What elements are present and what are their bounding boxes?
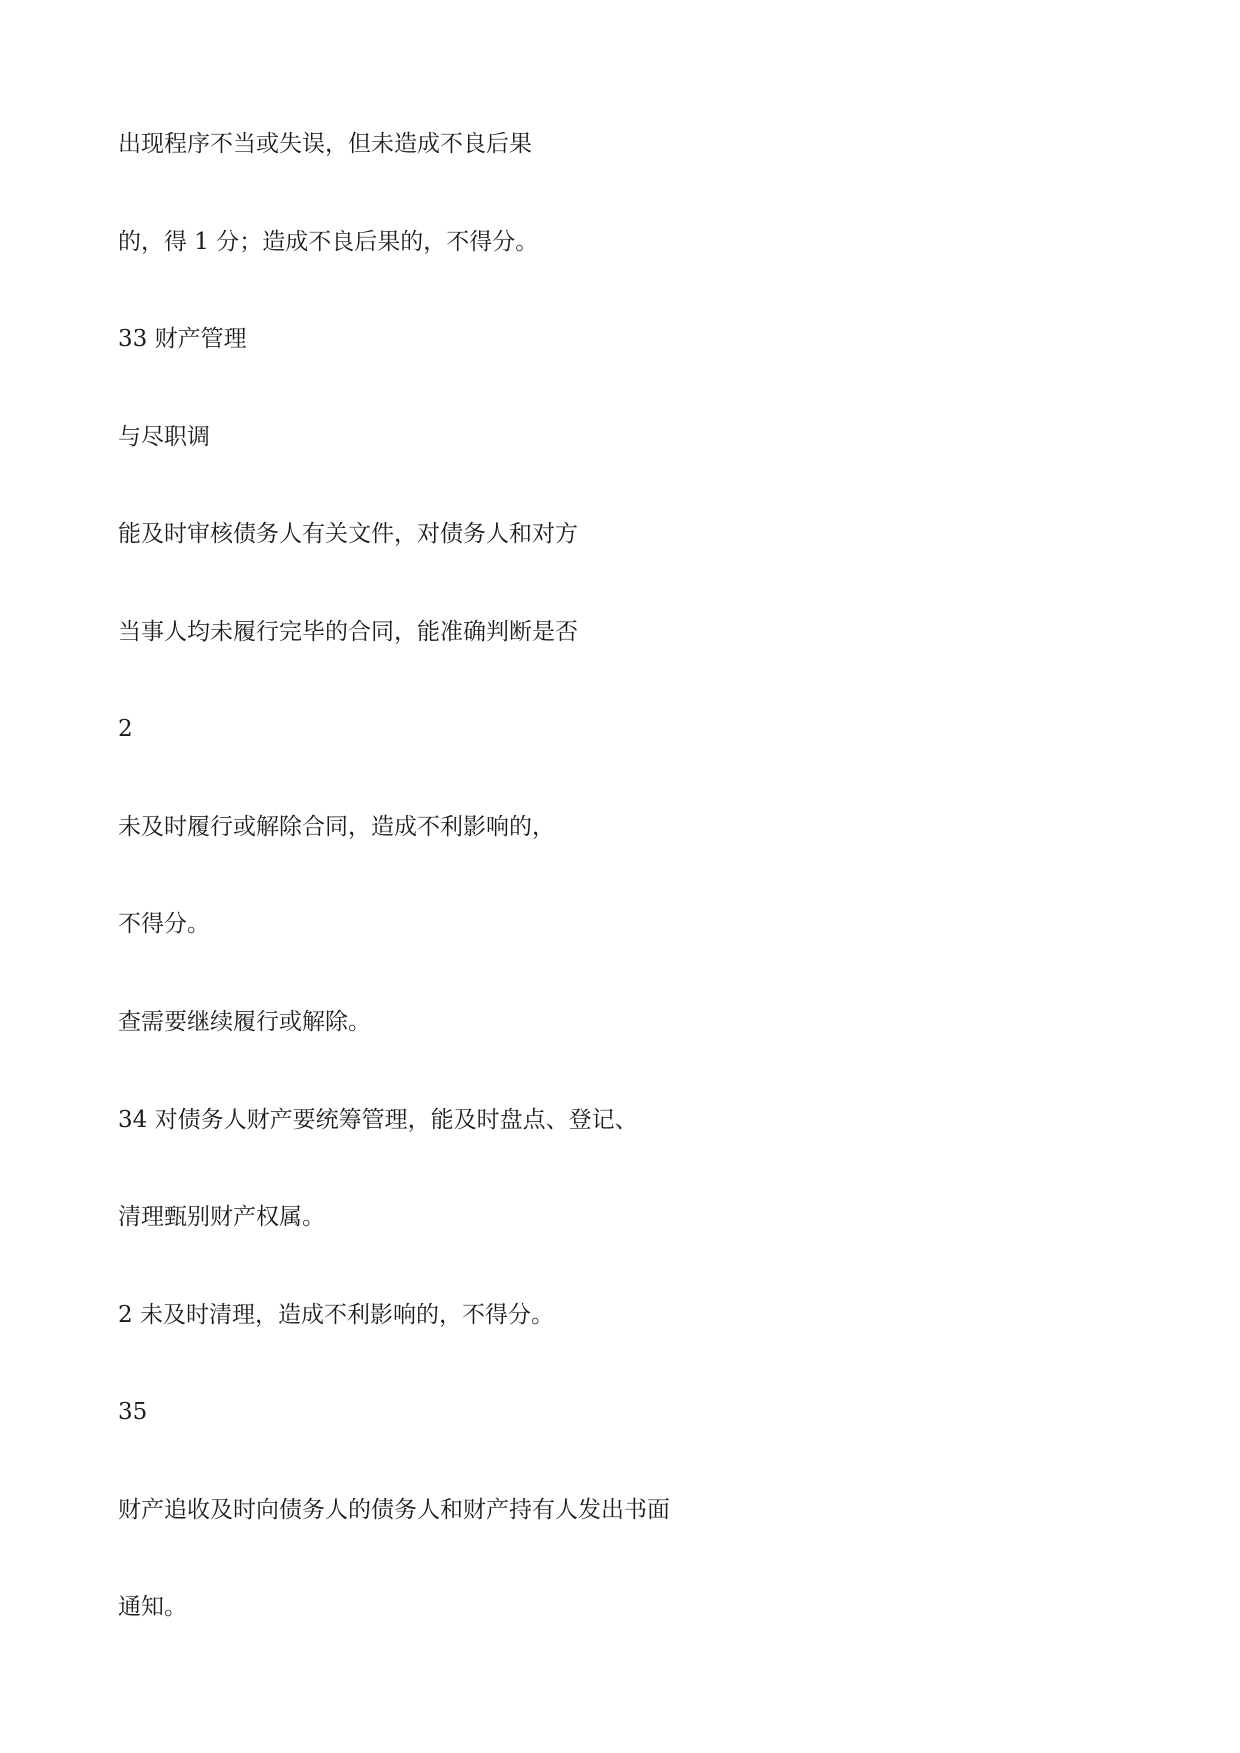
text-line: 的，得 1 分；造成不良后果的，不得分。 [118, 229, 539, 255]
text-line: 清理甄别财产权属。 [118, 1204, 325, 1230]
text-line: 通知。 [118, 1594, 187, 1620]
text-line: 出现程序不当或失误，但未造成不良后果 [118, 131, 532, 157]
text-line: 未及时履行或解除合同，造成不利影响的， [118, 814, 555, 840]
text-line: 与尽职调 [118, 424, 210, 450]
score-value: 2 [118, 716, 133, 742]
text-line: 查需要继续履行或解除。 [118, 1009, 371, 1035]
text-line: 财产追收及时向债务人的债务人和财产持有人发出书面 [118, 1497, 670, 1523]
text-line: 当事人均未履行完毕的合同，能准确判断是否 [118, 619, 578, 645]
section-heading: 33 财产管理 [118, 326, 247, 352]
section-heading: 34 对债务人财产要统筹管理，能及时盘点、登记、 [118, 1107, 638, 1133]
item-number: 35 [118, 1399, 148, 1425]
text-line: 能及时审核债务人有关文件，对债务人和对方 [118, 521, 578, 547]
text-line: 2 未及时清理，造成不利影响的，不得分。 [118, 1302, 554, 1328]
text-line: 不得分。 [118, 911, 210, 937]
